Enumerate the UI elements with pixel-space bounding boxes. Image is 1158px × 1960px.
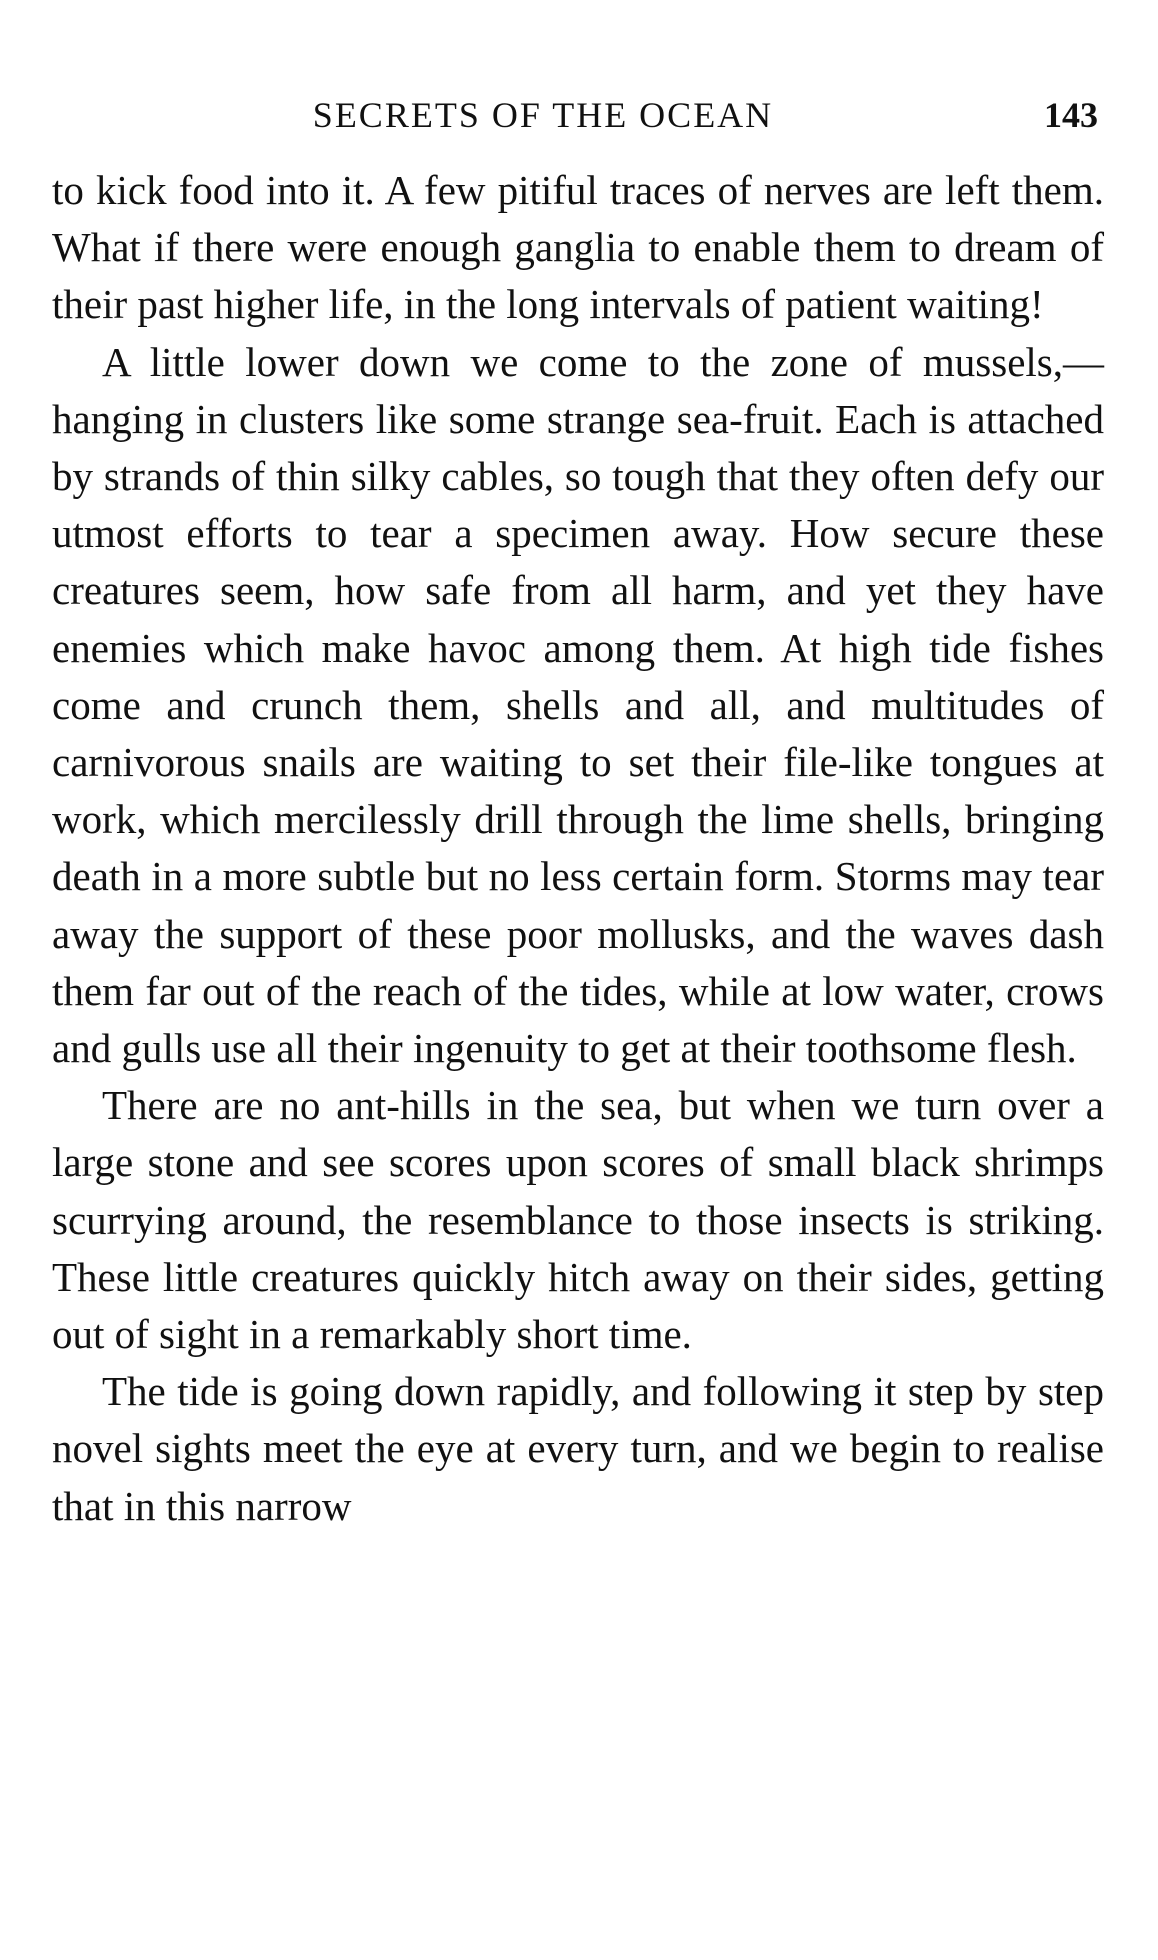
paragraph-mussels: A little lower down we come to the zone of mussels,—hanging in clusters like some strange sea-fruit. Each is attached by strands of thin silky cables, so tough that they often defy our utmost efforts to tear a specimen away. How secure these creatures seem, how safe from all harm, and yet they have enemies which make havoc among them. At high tide fishes come and crunch them, shells and all, and multitudes of carnivorous snails are waiting to set their file-like tongues at work, which mercilessly drill through the lime shells, bringing death in a more subtle but no less certain form. Storms may tear away the support of these poor mollusks, and the waves dash them far out of the reach of the tides, while at low water, crows and gulls use all their ingenuity to get at their toothsome flesh. xyxy=(52,338,1104,1072)
running-title: SECRETS OF THE OCEAN xyxy=(312,95,774,135)
paragraph-continuation: to kick food into it. A few pitiful traces of nerves are left them. What if there were enough ganglia to enable them to dream of their past higher life, in the long intervals of patient waiting! xyxy=(52,167,1104,328)
page-number: 143 xyxy=(1044,95,1098,135)
paragraph-shrimps: There are no ant-hills in the sea, but when we turn over a large stone and see scores upon scores of small black shrimps scurrying around, the resemblance to those insects is striking. These little creatures quickly hitch away on their sides, getting out of sight in a remarkably short time. xyxy=(52,1082,1104,1358)
book-page xyxy=(52,78,1104,1535)
running-header xyxy=(52,78,1104,158)
body-text xyxy=(52,162,1104,1535)
paragraph-tide: The tide is going down rapidly, and following it step by step novel sights meet the eye at every turn, and we begin to realise that in this narrow xyxy=(52,1368,1104,1529)
